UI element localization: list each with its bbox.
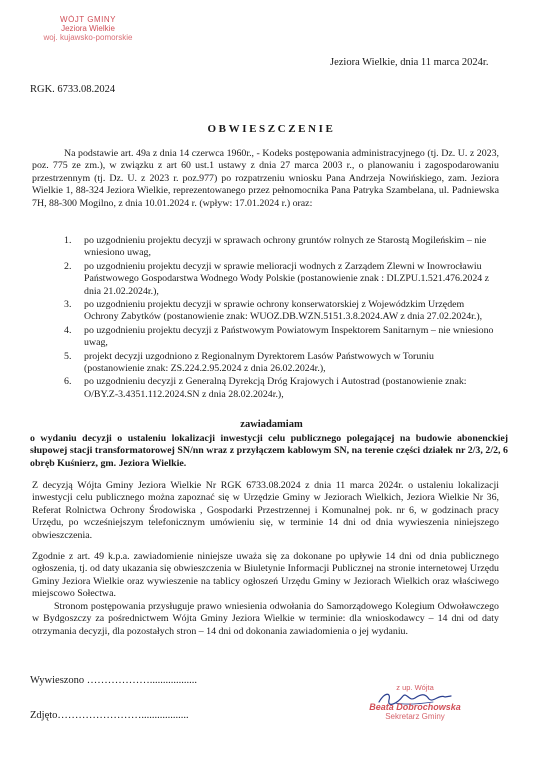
list-item-text: po uzgodnieniu projektu decyzji w sprawie ochrony konserwatorskiej z Wojewódzkim Urzędem Ochrony Zabytków (postanowienie znak: WUOZ.DB.WZN.5151.3.8.2024.AW z dnia 27.02.2024r.), [84,299,483,323]
office-stamp [28,15,148,42]
list-item-text: po uzgodnieniu projektu decyzji z Państwowym Powiatowym Inspektorem Sanitarnym – nie wniesiono uwag, [84,324,494,349]
list-item [64,299,494,324]
paragraph-access: Z decyzją Wójta Gminy Jeziora Wielkie Nr RGK 6733.08.2024 z dnia 11 marca 2024r. o ustaleniu lokalizacji inwestycji celu publicznego można zapoznać się w Urzędzie Gminy w Jeziorach Wielkich, Jeziora Wielkie Nr 36, Referat Rolnictwa Ochrony Środowiska , Gospodarki Przestrzennej i Komunalnej pok. nr 6, w godzinach pracy Urzędu, po wcześniejszym telefonicznym umówieniu się, w terminie 14 dni od dnia wywieszenia niniejszego obwieszczenia. [32,480,499,541]
decision-subject: o wydaniu decyzji o ustaleniu lokalizacji inwestycji celu publicznego polegającej na budowie abonenckiej słupowej stacji transformatorowej SN/nn wraz z przyłączem kablowym SN, na terenie części działek nr 2/3, 2/2, 6 obręb Kuśnierz, gm. Jeziora Wielkie. [30,433,508,469]
removed-line: Zdjęto…………………….................. [30,710,189,721]
notice-heading: zawiadamiam [240,419,303,430]
list-item [64,261,494,298]
list-item-text: po uzgodnieniu projektu decyzji w sprawach ochrony gruntów rolnych ze Starostą Mogileńskim – nie wniesiono uwag, [84,235,487,259]
list-item-number: 5. [64,350,72,362]
signatory-name: Beata Dobrochowska [369,702,461,712]
list-item-text: po uzgodnieniu projektu decyzji w sprawie melioracji wodnych z Zarządem Zlewni w Inowrocławiu Państwowego Gospodarstwa Wodnego Wody Polskie (postanowienie znak : DI.ZPU.1.521.476.2024 z dnia 21.02.2024r.), [84,260,490,297]
document-title: OBWIESZCZENIE [207,123,336,135]
list-item-text: projekt decyzji uzgodniono z Regionalnym Dyrektorem Lasów Państwowych w Toruniu (postanowienie znak: ZS.224.2.95.2024 z dnia 26.02.2024r.), [84,350,434,375]
intro-paragraph: Na podstawie art. 49a z dnia 14 czerwca 1960r., - Kodeks postępowania administracyjnego (tj. Dz. U. z 2023, poz. 775 ze zm.), w związku z art 60 ust.1 ustawy z dnia 27 marca 2003 r., o planowaniu i zagospodarowaniu przestrzennym (tj. Dz. U. z 2023 r. poz.977) po rozpatrzeniu wniosku Pana Andrzeja Nowińskiego, zam. Jeziora Wielkie 1, 88-324 Jeziora Wielkie, reprezentowanego przez pełnomocnika Pana Patryka Szambelana, ul. Padniewska 7H, 88-300 Mogilno, z dnia 10.01.2024 r. (wpływ: 17.01.2024 r.) oraz: [32,148,499,209]
list-item-number: 3. [64,299,72,311]
list-item [64,376,494,401]
stamp-line-3: woj. kujawsko-pomorskie [43,33,133,42]
signature-block [340,683,490,721]
list-item-number: 6. [64,376,72,388]
list-item-number: 1. [64,235,72,246]
consultation-list [64,235,494,402]
list-item-number: 4. [64,324,72,336]
paragraph-publication: Zgodnie z art. 49 k.p.a. zawiadomienie niniejsze uważa się za dokonane po upływie 14 dni od dnia publicznego ogłoszenia, tj. od daty ukazania się obwieszczenia w Biuletynie Informacji Publicznej na stronie internetowej Urzędu Gminy Jeziora Wielkie oraz wywieszenie na tablicy ogłoszeń Urzędu Gminy w Jeziorach Wielkich oraz właściwego miejscowo Sołectwa. [32,551,499,600]
list-item [64,351,494,376]
stamp-line-2: Jeziora Wielkie [61,24,115,33]
list-item [64,325,494,350]
signature-prefix: z up. Wójta [396,683,434,692]
list-item [64,235,494,260]
paragraph-appeal: Stronom postępowania przysługuje prawo wniesienia odwołania do Samorządowego Kolegium Odwoławczego w Bydgoszczy za pośrednictwem Wójta Gminy Jeziora Wielkie w terminie: dla wnioskodawcy – 14 dni od daty otrzymania decyzji, dla pozostałych stron – 14 dni od dokonania zawiadomienia o jej wydaniu. [32,601,499,637]
signatory-role: Sekretarz Gminy [385,712,445,721]
list-item-number: 2. [64,260,72,272]
posted-line: Wywieszono ……………….................. [30,675,198,686]
place-date: Jeziora Wielkie, dnia 11 marca 2024r. [330,57,489,68]
list-item-text: po uzgodnieniu decyzji z Generalną Dyrekcją Dróg Krajowych i Autostrad (postanowienie znak: O/BY.Z-3.4351.112.2024.SN z dnia 28.02.2024r.), [84,376,467,400]
reference-number: RGK. 6733.08.2024 [30,84,116,95]
stamp-line-1: WÓJT GMINY [60,15,116,24]
